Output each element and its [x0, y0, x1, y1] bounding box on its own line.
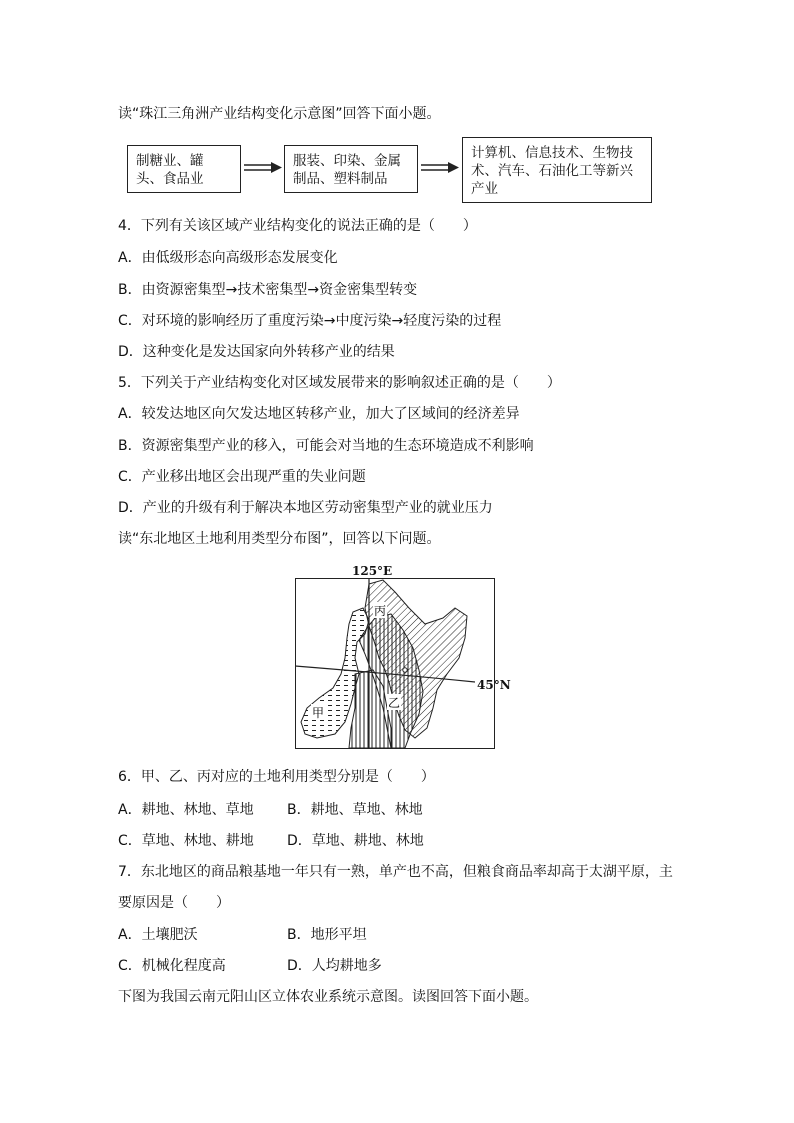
q6-option-d: D．草地、耕地、林地 [287, 833, 424, 849]
q5-stem: 5．下列关于产业结构变化对区域发展带来的影响叙述正确的是（ ） [118, 375, 561, 391]
q7-option-a: A．土壤肥沃 [118, 927, 198, 943]
flow-arrow-1-icon [243, 160, 283, 176]
q4-option-a: A．由低级形态向高级形态发展变化 [118, 250, 338, 266]
q4-option-b: B．由资源密集型→技术密集型→资金密集型转变 [118, 282, 418, 298]
q7-option-c: C．机械化程度高 [118, 958, 226, 974]
flow-box-1-line-1: 制糖业、罐 [136, 153, 204, 169]
northeast-land-use-map [295, 578, 495, 749]
q5-option-c: C．产业移出地区会出现严重的失业问题 [118, 469, 366, 485]
intro-text-3: 下图为我国云南元阳山区立体农业系统示意图。读图回答下面小题。 [118, 989, 538, 1005]
q4-option-d: D．这种变化是发达国家向外转移产业的结果 [118, 344, 395, 360]
flow-box-2-line-1: 服装、印染、金属 [293, 153, 401, 169]
q4-option-c: C．对环境的影响经历了重度污染→中度污染→轻度污染的过程 [118, 313, 502, 329]
q5-option-a: A．较发达地区向欠发达地区转移产业，加大了区域间的经济差异 [118, 406, 520, 422]
q6-option-c: C．草地、林地、耕地 [118, 833, 254, 849]
q4-stem: 4．下列有关该区域产业结构变化的说法正确的是（ ） [118, 218, 477, 234]
intro-text-2: 读“东北地区土地利用类型分布图”，回答以下问题。 [118, 531, 441, 547]
q7-stem-line-1: 7．东北地区的商品粮基地一年只有一熟，单产也不高，但粮食商品率却高于太湖平原，主 [118, 864, 673, 880]
label-125e: 125°E [352, 564, 393, 578]
intro-text-1: 读“珠江三角洲产业结构变化示意图”回答下面小题。 [118, 106, 441, 122]
q6-stem: 6．甲、乙、丙对应的土地利用类型分别是（ ） [118, 769, 435, 785]
label-yi: 乙 [388, 696, 401, 710]
q6-option-a: A．耕地、林地、草地 [118, 802, 254, 818]
q5-option-d: D．产业的升级有利于解决本地区劳动密集型产业的就业压力 [118, 500, 493, 516]
label-jia: 甲 [312, 706, 325, 720]
q5-option-b: B．资源密集型产业的移入，可能会对当地的生态环境造成不利影响 [118, 438, 534, 454]
q6-option-b: B．耕地、草地、林地 [287, 802, 423, 818]
flow-box-1-line-2: 头、食品业 [136, 171, 204, 187]
flow-box-1 [127, 145, 241, 193]
flow-box-3-line-2: 术、汽车、石油化工等新兴 [471, 163, 633, 179]
flow-box-3 [462, 137, 652, 203]
label-45n: 45°N [477, 678, 511, 692]
flow-box-3-line-1: 计算机、信息技术、生物技 [471, 145, 633, 161]
q7-stem-line-2: 要原因是（ ） [118, 895, 230, 911]
flow-arrow-2-icon [420, 160, 460, 176]
flow-box-2 [284, 145, 418, 193]
q7-option-b: B．地形平坦 [287, 927, 367, 943]
label-bing: 丙 [374, 604, 387, 618]
flow-box-2-line-2: 制品、塑料制品 [293, 171, 388, 187]
flow-box-3-line-3: 产业 [471, 181, 498, 197]
q7-option-d: D．人均耕地多 [287, 958, 382, 974]
